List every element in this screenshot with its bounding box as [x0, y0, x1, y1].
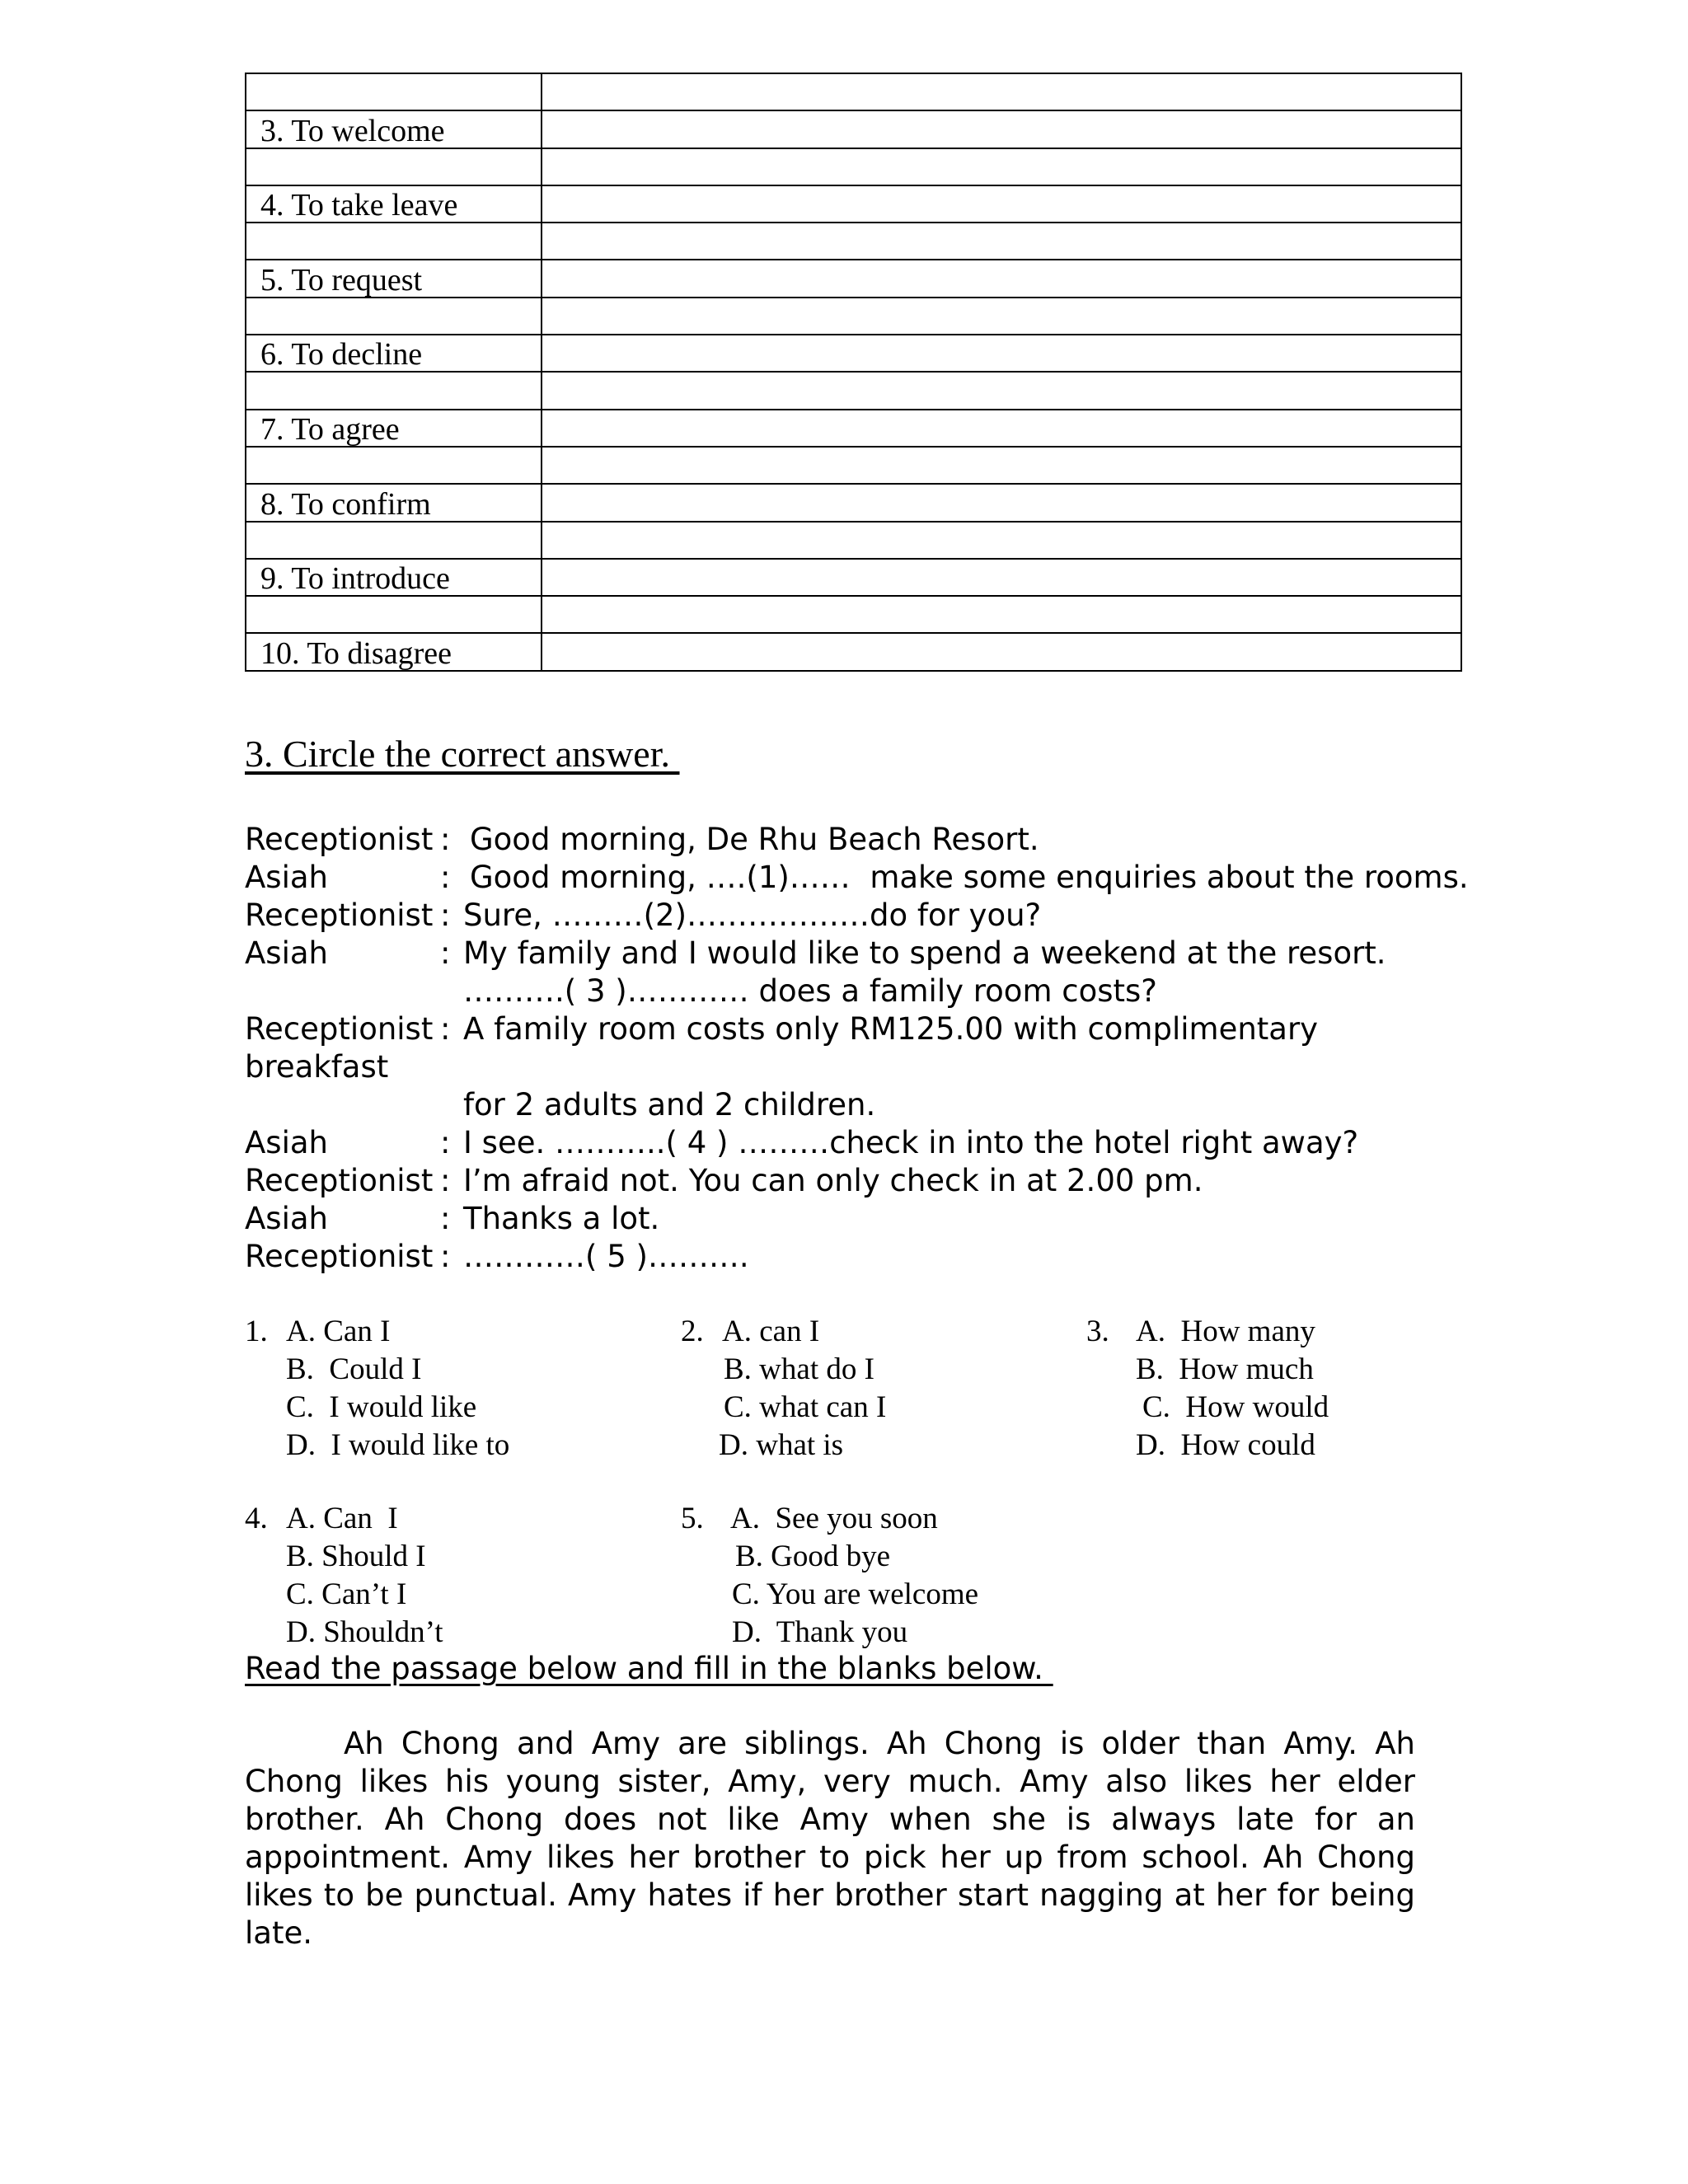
dialogue-text: …………( 5 )……….: [463, 1239, 749, 1274]
dialogue-speaker: Receptionist: [245, 1239, 434, 1274]
table-row: [246, 260, 1461, 297]
question-5-number: 5.: [681, 1502, 704, 1535]
option-1a[interactable]: A. Can I: [286, 1315, 391, 1348]
table-row: [246, 559, 1461, 596]
option-3c[interactable]: C. How would: [1142, 1390, 1329, 1424]
table-row: [246, 223, 1461, 260]
option-2a[interactable]: A. can I: [722, 1315, 820, 1348]
dialogue-text: for 2 adults and 2 children.: [463, 1087, 876, 1122]
question-1-number: 1.: [245, 1315, 268, 1348]
option-2b[interactable]: B. what do I: [724, 1352, 874, 1386]
question-2-number: 2.: [681, 1315, 704, 1348]
option-5d[interactable]: D. Thank you: [732, 1615, 908, 1649]
table-cell-label: [246, 148, 542, 185]
table-row: [246, 298, 1461, 335]
table-cell-answer[interactable]: [542, 559, 1461, 596]
table-cell-label: 7. To agree: [246, 410, 542, 447]
table-row: [246, 335, 1461, 372]
table-cell-answer[interactable]: [542, 110, 1461, 148]
option-1b[interactable]: B. Could I: [286, 1352, 422, 1386]
dialogue-text: ……….( 3 )………… does a family room costs?: [463, 973, 1157, 1009]
dialogue-speaker: Asiah: [245, 1125, 328, 1160]
table-cell-answer[interactable]: [542, 447, 1461, 484]
dialogue-separator: :: [440, 1011, 451, 1047]
dialogue-speaker: Receptionist: [245, 822, 434, 857]
option-3b[interactable]: B. How much: [1136, 1352, 1314, 1386]
table-row: [246, 484, 1461, 521]
table-cell-label: 4. To take leave: [246, 185, 542, 223]
table-cell-answer[interactable]: [542, 298, 1461, 335]
table-cell-answer[interactable]: [542, 185, 1461, 223]
option-4c[interactable]: C. Can’t I: [286, 1577, 407, 1611]
dialogue-separator: :: [440, 898, 451, 933]
dialogue-speaker: Receptionist: [245, 898, 434, 933]
option-3d[interactable]: D. How could: [1136, 1428, 1315, 1462]
dialogue-separator: :: [440, 1201, 451, 1236]
dialogue-text: Good morning, De Rhu Beach Resort.: [470, 822, 1039, 857]
dialogue-text: Good morning, ….(1)…… make some enquiries about the rooms.: [470, 860, 1469, 895]
table-cell-label: 8. To confirm: [246, 484, 542, 521]
question-3-number: 3.: [1086, 1315, 1109, 1348]
option-2d[interactable]: D. what is: [719, 1428, 844, 1462]
table-cell-label: [246, 73, 542, 110]
dialogue-speaker: Asiah: [245, 860, 328, 895]
table-cell-label: 10. To disagree: [246, 633, 542, 670]
option-1d[interactable]: D. I would like to: [286, 1428, 510, 1462]
table-cell-answer[interactable]: [542, 596, 1461, 633]
table-cell-label: [246, 447, 542, 484]
table-cell-answer[interactable]: [542, 73, 1461, 110]
table-row: [246, 73, 1461, 110]
option-1c[interactable]: C. I would like: [286, 1390, 477, 1424]
table-cell-answer[interactable]: [542, 410, 1461, 447]
phrases-table: [245, 73, 1462, 672]
table-row: [246, 633, 1461, 670]
table-cell-answer[interactable]: [542, 148, 1461, 185]
dialogue-text: Sure, ………(2)………………do for you?: [463, 898, 1042, 933]
passage-instruction: Read the passage below and fill in the blanks below.: [245, 1651, 1053, 1686]
dialogue-text: A family room costs only RM125.00 with complimentary: [463, 1011, 1319, 1047]
dialogue-separator: :: [440, 1239, 451, 1274]
table-cell-label: 3. To welcome: [246, 110, 542, 148]
dialogue-speaker: Receptionist: [245, 1163, 434, 1198]
table-row: [246, 596, 1461, 633]
dialogue-speaker: Asiah: [245, 935, 328, 971]
table-cell-label: [246, 298, 542, 335]
option-4b[interactable]: B. Should I: [286, 1540, 426, 1573]
table-row: [246, 447, 1461, 484]
table-row: [246, 185, 1461, 223]
table-cell-answer[interactable]: [542, 484, 1461, 521]
table-cell-answer[interactable]: [542, 223, 1461, 260]
dialogue-speaker: Receptionist: [245, 1011, 434, 1047]
option-3a[interactable]: A. How many: [1136, 1315, 1315, 1348]
table-cell-label: [246, 596, 542, 633]
dialogue-speaker: Asiah: [245, 1201, 328, 1236]
dialogue-separator: :: [440, 822, 451, 857]
dialogue-text: My family and I would like to spend a weekend at the resort.: [463, 935, 1386, 971]
table-cell-answer[interactable]: [542, 633, 1461, 670]
table-cell-label: 9. To introduce: [246, 559, 542, 596]
option-2c[interactable]: C. what can I: [724, 1390, 887, 1424]
table-row: [246, 148, 1461, 185]
table-cell-answer[interactable]: [542, 522, 1461, 559]
question-4-number: 4.: [245, 1502, 268, 1535]
option-4d[interactable]: D. Shouldn’t: [286, 1615, 443, 1649]
table-row: [246, 110, 1461, 148]
dialogue-text: Thanks a lot.: [463, 1201, 660, 1236]
table-cell-label: [246, 372, 542, 409]
option-5c[interactable]: C. You are welcome: [732, 1577, 979, 1611]
section-3-heading: 3. Circle the correct answer.: [245, 733, 680, 775]
table-cell-label: 5. To request: [246, 260, 542, 297]
table-cell-answer[interactable]: [542, 260, 1461, 297]
dialogue-separator: :: [440, 1125, 451, 1160]
option-5b[interactable]: B. Good bye: [735, 1540, 891, 1573]
dialogue-text: I’m afraid not. You can only check in at 2.00 pm.: [463, 1163, 1203, 1198]
table-cell-answer[interactable]: [542, 372, 1461, 409]
table-row: [246, 522, 1461, 559]
table-cell-label: 6. To decline: [246, 335, 542, 372]
table-row: [246, 410, 1461, 447]
dialogue-separator: :: [440, 1163, 451, 1198]
option-4a[interactable]: A. Can I: [286, 1502, 398, 1535]
table-row: [246, 372, 1461, 409]
dialogue-separator: :: [440, 860, 451, 895]
table-cell-label: [246, 522, 542, 559]
table-cell-label: [246, 223, 542, 260]
option-5a[interactable]: A. See you soon: [730, 1502, 938, 1535]
dialogue-speaker: breakfast: [245, 1049, 389, 1085]
dialogue-separator: :: [440, 935, 451, 971]
reading-passage: Ah Chong and Amy are siblings. Ah Chong is older than Amy. Ah Chong likes his young sister, Amy, very much. Amy also likes her elder brother. Ah Chong does not like Amy when she is always late for an appointment. Amy likes her brother to pick her up from school. Ah Chong likes to be punctual. Amy hates if her brother start nagging at her for being late.: [245, 1726, 1415, 1951]
table-cell-answer[interactable]: [542, 335, 1461, 372]
dialogue-text: I see. ………..( 4 ) ………check in into the hotel right away?: [463, 1125, 1359, 1160]
